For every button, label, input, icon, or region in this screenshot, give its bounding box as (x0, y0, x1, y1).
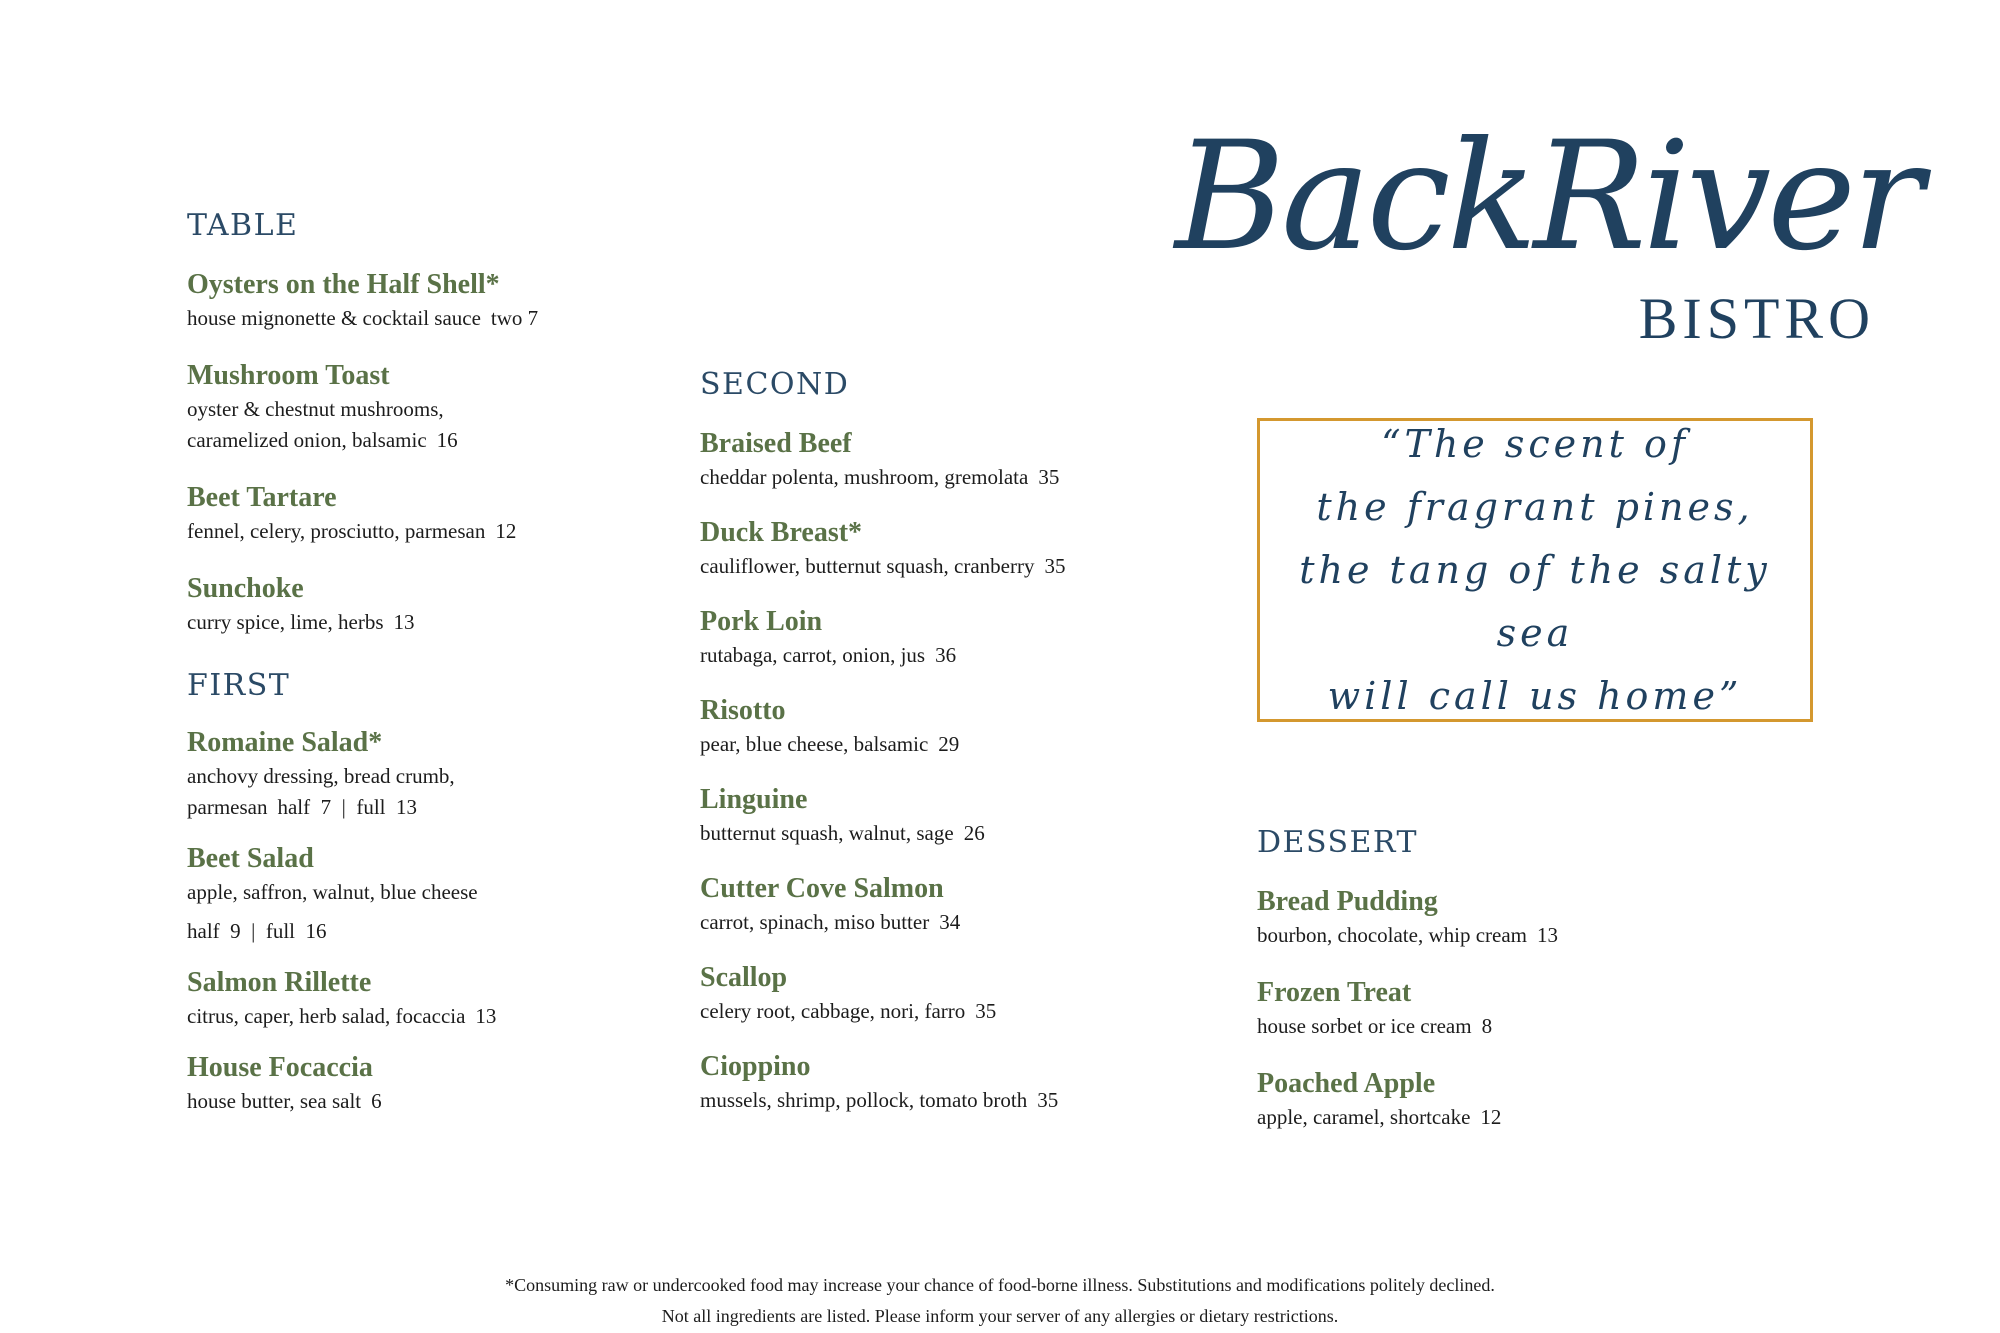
menu-item-price: half 7 | full 13 (277, 795, 417, 819)
desc-text: curry spice, lime, herbs (187, 610, 384, 634)
menu-item-desc (187, 516, 657, 547)
menu-item-price: 36 (935, 643, 957, 667)
menu-item-desc (700, 729, 1160, 760)
menu-item (700, 782, 1160, 849)
menu-item-desc (700, 818, 1160, 849)
desc-text: fennel, celery, prosciutto, parmesan (187, 519, 486, 543)
menu-item-price: half 9 | full 16 (187, 919, 327, 943)
menu-item-desc (187, 1086, 657, 1117)
menu-item (700, 1049, 1160, 1116)
desc-text: anchovy dressing, bread crumb, (187, 764, 455, 788)
desc-text: house butter, sea salt (187, 1089, 362, 1113)
menu-item-desc (1257, 1102, 1717, 1133)
menu-item (187, 725, 657, 823)
quote-box (1257, 418, 1813, 722)
menu-item-desc (700, 1085, 1160, 1116)
menu-item-desc (1257, 920, 1717, 951)
menu-item-name: Scallop (700, 962, 788, 993)
menu-item (187, 267, 657, 334)
menu-item (187, 1050, 657, 1117)
menu-item-name: Oysters on the Half Shell* (187, 269, 500, 300)
menu-item-desc (187, 303, 657, 334)
quote-line: the fragrant pines, (1316, 484, 1754, 529)
menu-item-price: 35 (975, 999, 997, 1023)
desc-text: carrot, spinach, miso butter (700, 910, 930, 934)
menu-item-name: House Focaccia (187, 1052, 373, 1083)
menu-item (187, 358, 657, 456)
desc-text: citrus, caper, herb salad, focaccia (187, 1004, 466, 1028)
logo-script-text: BackRiver (1175, 110, 1920, 284)
desc-text: house mignonette & cocktail sauce (187, 306, 481, 330)
menu-item-desc (187, 1001, 657, 1032)
menu-section-dessert (1257, 825, 1717, 1157)
menu-item (700, 960, 1160, 1027)
menu-item-name: Sunchoke (187, 573, 304, 604)
menu-item-name: Beet Tartare (187, 482, 337, 513)
menu-item-price: 12 (495, 519, 517, 543)
desc-text: parmesan (187, 795, 268, 819)
menu-item-name: Cioppino (700, 1051, 811, 1082)
menu-item-name: Beet Salad (187, 843, 314, 874)
menu-item-price: 13 (393, 610, 415, 634)
desc-text: cauliflower, butternut squash, cranberry (700, 554, 1035, 578)
desc-text: mussels, shrimp, pollock, tomato broth (700, 1088, 1028, 1112)
menu-item-name: Linguine (700, 784, 808, 815)
menu-item-name: Poached Apple (1257, 1068, 1436, 1099)
menu-item (187, 571, 657, 638)
menu-item-desc (700, 996, 1160, 1027)
menu-item (700, 515, 1160, 582)
desc-text: celery root, cabbage, nori, farro (700, 999, 966, 1023)
quote-line: the tang of the salty sea (1299, 547, 1771, 655)
desc-text: oyster & chestnut mushrooms, (187, 397, 444, 421)
desc-text: apple, caramel, shortcake (1257, 1105, 1471, 1129)
footer-line: *Consuming raw or undercooked food may increase your chance of food-borne illness. Substitutions and modifications politely declined. (505, 1275, 1495, 1295)
menu-item-desc (700, 462, 1160, 493)
desc-text: butternut squash, walnut, sage (700, 821, 954, 845)
desc-text: pear, blue cheese, balsamic (700, 732, 929, 756)
menu-item-name: Risotto (700, 695, 786, 726)
desc-text: apple, saffron, walnut, blue cheese (187, 880, 478, 904)
quote-line: will call us home” (1327, 673, 1743, 718)
menu-item-price: 29 (938, 732, 960, 756)
menu-item-price: 6 (371, 1089, 382, 1113)
menu-item-desc (700, 551, 1160, 582)
menu-item (700, 604, 1160, 671)
logo-subtitle: BISTRO (1638, 286, 1875, 351)
menu-item-price: 16 (436, 428, 458, 452)
footer-disclaimer (0, 1270, 2000, 1332)
section-title: DESSERT (1257, 825, 1418, 860)
menu-item-name: Frozen Treat (1257, 977, 1412, 1008)
menu-item (1257, 1066, 1717, 1133)
menu-section-second (700, 367, 1160, 1138)
menu-item-name: Duck Breast* (700, 517, 863, 548)
menu-item-price: 13 (1537, 923, 1558, 947)
section-title: TABLE (187, 208, 299, 243)
desc-text: caramelized onion, balsamic (187, 428, 427, 452)
menu-item-name: Braised Beef (700, 428, 852, 459)
menu-item-price: two 7 (490, 306, 539, 330)
menu-item-name: Cutter Cove Salmon (700, 873, 944, 904)
menu-item-desc (187, 877, 657, 947)
menu-item-desc (187, 607, 657, 638)
menu-item-price: 34 (939, 910, 961, 934)
menu-item-name: Bread Pudding (1257, 886, 1438, 917)
menu-item (1257, 884, 1717, 951)
menu-item-desc (187, 761, 657, 823)
section-title: FIRST (187, 668, 291, 703)
menu-item-price: 13 (475, 1004, 497, 1028)
menu-item (187, 480, 657, 547)
menu-item (700, 693, 1160, 760)
menu-item-desc (1257, 1011, 1717, 1042)
menu-item (700, 426, 1160, 493)
menu-item (187, 965, 657, 1032)
menu-item-desc (700, 640, 1160, 671)
quote-text (1260, 413, 1810, 728)
quote-line: “The scent of (1381, 421, 1689, 466)
menu-item-price: 26 (963, 821, 985, 845)
menu-item-desc (187, 394, 657, 456)
desc-text: rutabaga, carrot, onion, jus (700, 643, 926, 667)
menu-item-price: 8 (1481, 1014, 1493, 1038)
menu-item-price: 35 (1037, 1088, 1059, 1112)
menu-item-name: Romaine Salad* (187, 727, 383, 758)
restaurant-logo (1175, 110, 1920, 360)
menu-item (700, 871, 1160, 938)
menu-section-first (187, 668, 657, 1135)
menu-item-price: 35 (1038, 465, 1060, 489)
menu-item-name: Pork Loin (700, 606, 823, 637)
desc-text: house sorbet or ice cream (1257, 1014, 1472, 1038)
footer-line: Not all ingredients are listed. Please inform your server of any allergies or dietary restrictions. (661, 1306, 1339, 1326)
menu-item-price: 35 (1044, 554, 1066, 578)
menu-item (1257, 975, 1717, 1042)
menu-item-price: 12 (1480, 1105, 1502, 1129)
menu-item-desc (700, 907, 1160, 938)
menu-item-name: Salmon Rillette (187, 967, 372, 998)
menu-section-table (187, 208, 657, 662)
section-title: SECOND (700, 367, 850, 402)
desc-text: cheddar polenta, mushroom, gremolata (700, 465, 1029, 489)
menu-item-name: Mushroom Toast (187, 360, 390, 391)
menu-item (187, 841, 657, 947)
desc-text: bourbon, chocolate, whip cream (1257, 923, 1527, 947)
